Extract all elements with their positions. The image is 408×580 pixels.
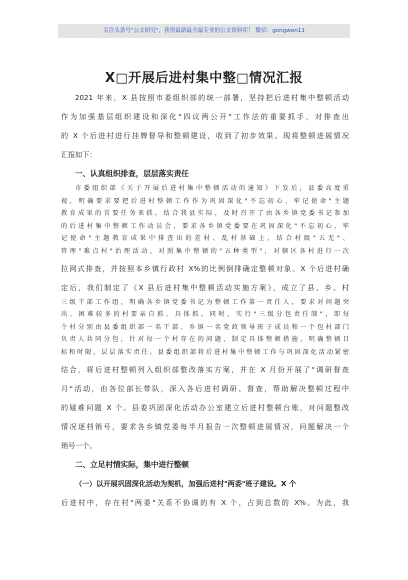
text-line: 市委组织部《关于开展后进村集中整顿活动的通知》下发后，县委高度重 bbox=[75, 185, 349, 192]
section-1-paragraph-a bbox=[61, 183, 349, 259]
text-line: 视，明确要求要把后进村整顿工作作为巩固深化"不忘初心、牢记使命"主题 bbox=[61, 197, 349, 205]
text-line: 的疑难问题 X 个。县委巩固深化活动办公室建立后进村整顿台账，对问题整改 bbox=[61, 402, 349, 412]
text-line: 的 X 个后进村进行挂牌督导和整顿建设，收到了初步效果。现将整顿进展情况 bbox=[61, 131, 349, 140]
text-line: 拉网式排查，并按照本乡镇行政村 X%的比例倒排确定整顿对象。X 个后进村确 bbox=[61, 263, 349, 273]
section-1-paragraph-c bbox=[61, 297, 349, 360]
page-title: X□开展后进村集中整□情况汇报 bbox=[104, 71, 304, 86]
document-body bbox=[61, 88, 349, 512]
text-line: 作为加强基层组织建设和深化"四议两公开"工作法的重要抓手，对排查出 bbox=[61, 112, 349, 121]
text-line: 教育成果的首要任务来抓。结合我县实际，及时召开了由各乡镇党委书记参加 bbox=[61, 210, 349, 218]
text-line: 个村分别由县委组织部一名干部、乡镇一名党政领导班子成员和一个包村部门 bbox=[61, 323, 349, 331]
text-line: 负责人共同分包，针对每一个村存在的问题，制定具体整顿措施，明确整顿目 bbox=[61, 336, 349, 344]
section-heading-1: 一、认真组织排查，层层落实责任 bbox=[75, 169, 189, 178]
text-line: 管理"难点村"治理活动，对照集中整顿的"五种类型"，对辖区各村进行一次 bbox=[61, 247, 349, 255]
text-line: 记使命"主题教育成果中排查出的差村、乱村基础上，结合村级"五无"、 bbox=[61, 235, 349, 243]
text-line: 的后进村集中整顿工作动员会，要求各乡镇党委要在巩固深化"不忘初心、牢 bbox=[61, 222, 349, 230]
text-line: 情况逐档销号，要求各乡镇党委每半月报告一次整顿进展情况，问题解决一个 bbox=[61, 421, 349, 431]
subsection-heading-1: （一）以开展巩固深化活动为契机，加强后进村"两委"班子建设。X 个 bbox=[75, 478, 297, 488]
intro-paragraph bbox=[61, 88, 349, 164]
section-2-paragraph bbox=[61, 493, 349, 512]
text-line: 标和时限，层层落实责任。县委组织部将后进村集中整顿工作与巩固深化活动紧密 bbox=[61, 348, 349, 356]
section-1-paragraph-b bbox=[61, 259, 349, 297]
text-line: 汇报如下： bbox=[61, 150, 97, 159]
text-line: 后进村中，存在村"两委"关系不协调的有 X 个，占到总数的 X%。为此，我 bbox=[61, 497, 349, 507]
top-banner[interactable]: 关注头条号"公文研究"，获得最新最全最专业的公文资料库！ 微信：gongwen11 bbox=[58, 24, 350, 38]
text-line: 出、困难较多的村要亲自抓、具体抓。同时，实行"三级分包责任制"，即每 bbox=[61, 311, 349, 319]
text-line: 结合，将后进村整顿列入组织部整改落实方案，并在 X 月份开展了"调研督查 bbox=[61, 364, 349, 374]
text-line: 定后，我们制定了《X 县后进村集中整顿活动实施方案》，成立了县、乡、村 bbox=[61, 282, 349, 292]
section-1-paragraph-d bbox=[61, 360, 349, 455]
text-line: 月"活动，由各位部长带队，深入各后进村调研、督查，帮助解决整顿过程中 bbox=[61, 383, 349, 393]
section-heading-2: 二、立足村情实际，集中进行整顿 bbox=[75, 459, 189, 469]
text-line: 2021 年来，X 县按照市委组织部的统一部署，坚持把后进村集中整顿活动 bbox=[75, 93, 349, 102]
text-line: 销号一个。 bbox=[61, 440, 97, 450]
text-line: 三级干部工作组，明确各乡镇党委书记为整顿工作第一责任人，要求对问题突 bbox=[61, 298, 349, 306]
